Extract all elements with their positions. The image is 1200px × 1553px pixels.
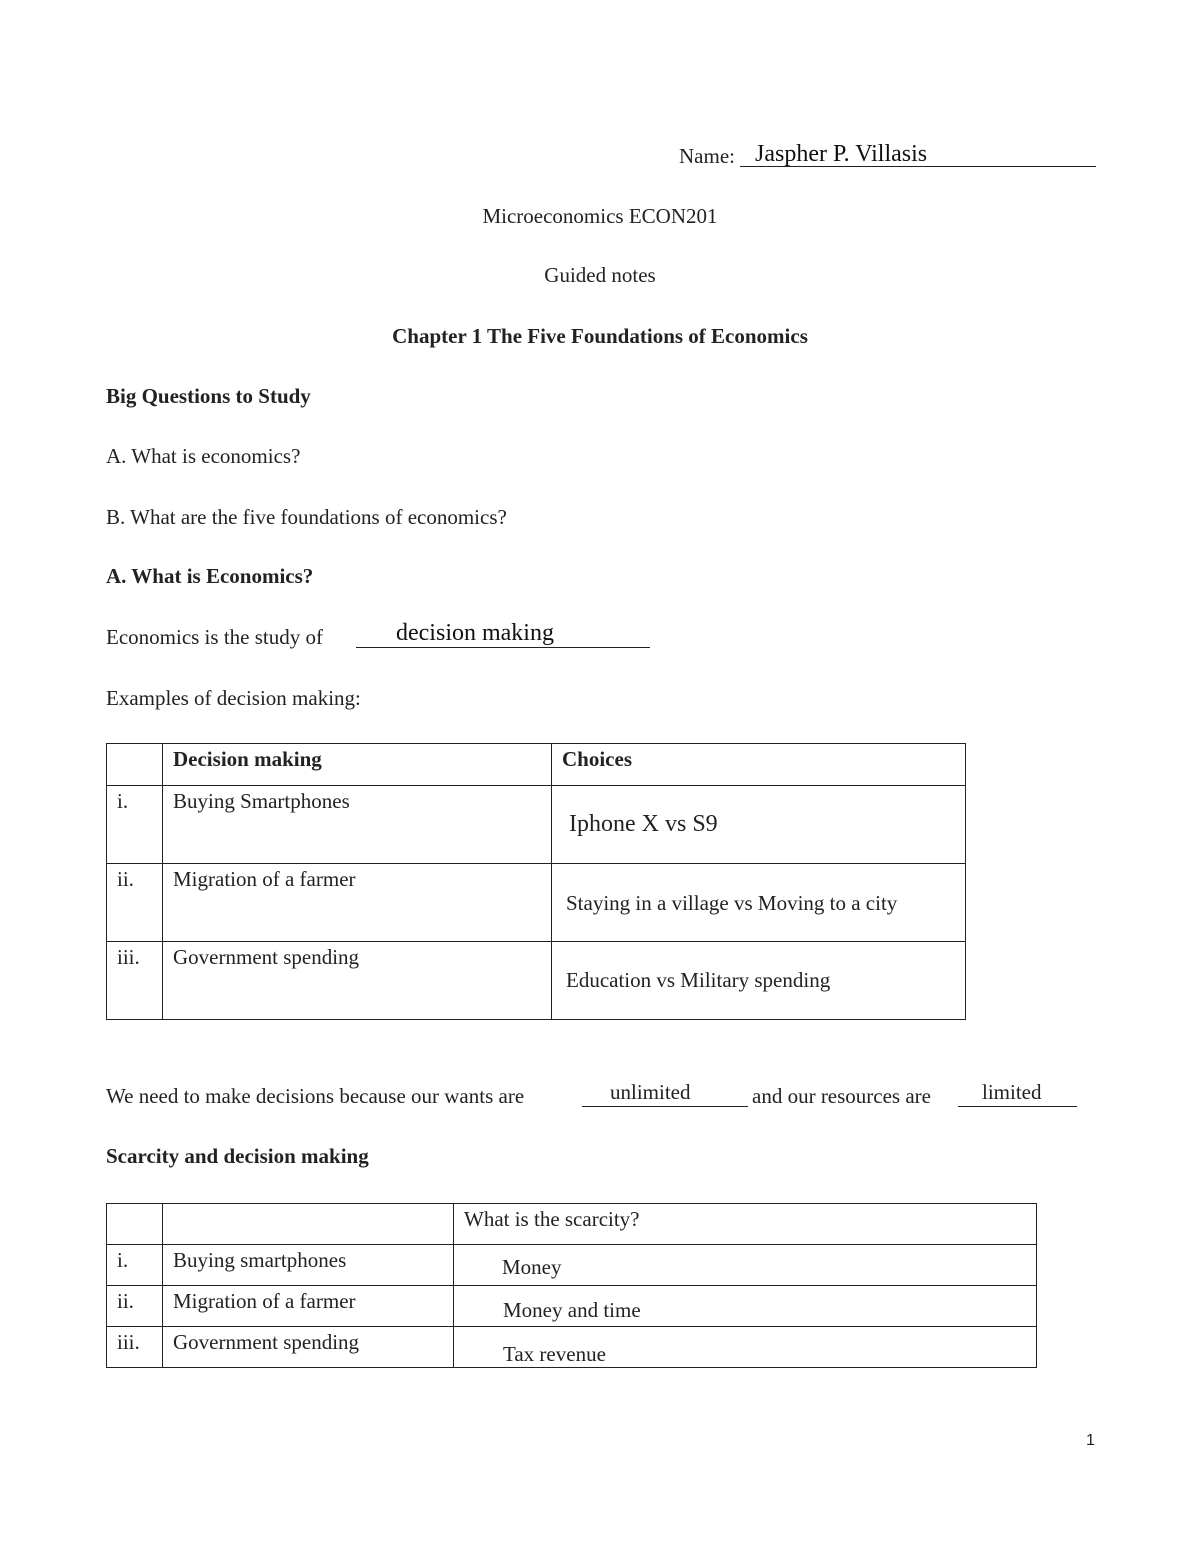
row-decision: Migration of a farmer bbox=[173, 1289, 356, 1313]
row-choice[interactable]: Staying in a village vs Moving to a city bbox=[566, 891, 898, 915]
resources-answer[interactable]: limited bbox=[982, 1080, 1042, 1104]
row-choice[interactable]: Iphone X vs S9 bbox=[569, 811, 718, 837]
decision-table bbox=[106, 743, 966, 1020]
definition-underline bbox=[356, 647, 650, 648]
chapter-title: Chapter 1 The Five Foundations of Economics bbox=[392, 324, 808, 348]
row-number: ii. bbox=[117, 867, 134, 891]
header-cell-empty bbox=[107, 744, 163, 786]
row-scarcity[interactable]: Tax revenue bbox=[503, 1342, 606, 1366]
question-a: A. What is economics? bbox=[106, 444, 301, 468]
table-row bbox=[107, 1245, 1037, 1286]
wants-sentence-part2: and our resources are bbox=[752, 1084, 931, 1108]
row-number: iii. bbox=[117, 945, 140, 969]
scarcity-table bbox=[106, 1203, 1037, 1368]
row-choice[interactable]: Education vs Military spending bbox=[566, 968, 831, 992]
row-decision: Government spending bbox=[173, 945, 360, 969]
table-row bbox=[107, 942, 966, 1020]
big-questions-heading: Big Questions to Study bbox=[106, 384, 311, 408]
guided-notes-subtitle: Guided notes bbox=[544, 263, 656, 287]
row-number: i. bbox=[117, 1248, 129, 1272]
row-scarcity[interactable]: Money bbox=[502, 1255, 562, 1279]
table-row bbox=[107, 1327, 1037, 1368]
row-number: ii. bbox=[117, 1289, 134, 1313]
row-scarcity[interactable]: Money and time bbox=[503, 1298, 641, 1322]
table-row bbox=[107, 1286, 1037, 1327]
row-number: iii. bbox=[117, 1330, 140, 1354]
scarcity-heading: Scarcity and decision making bbox=[106, 1144, 369, 1168]
header-scarcity-label: What is the scarcity? bbox=[464, 1207, 640, 1231]
section-a-heading: A. What is Economics? bbox=[106, 564, 314, 588]
definition-answer[interactable]: decision making bbox=[396, 620, 554, 646]
header-cell-choices bbox=[552, 744, 966, 786]
table-row bbox=[107, 786, 966, 864]
header-choices-label: Choices bbox=[562, 747, 632, 771]
row-number: i. bbox=[117, 789, 129, 813]
wants-underline bbox=[582, 1106, 748, 1107]
table-header-row bbox=[107, 744, 966, 786]
examples-label: Examples of decision making: bbox=[106, 686, 361, 710]
row-decision: Buying smartphones bbox=[173, 1248, 347, 1272]
name-label: Name: bbox=[679, 144, 735, 168]
row-decision: Migration of a farmer bbox=[173, 867, 356, 891]
wants-answer[interactable]: unlimited bbox=[610, 1080, 691, 1104]
table-row bbox=[107, 864, 966, 942]
header-cell-empty bbox=[163, 1204, 454, 1245]
row-decision: Government spending bbox=[173, 1330, 360, 1354]
table-header-row bbox=[107, 1204, 1037, 1245]
definition-prefix: Economics is the study of bbox=[106, 625, 323, 649]
resources-underline bbox=[958, 1106, 1077, 1107]
row-decision: Buying Smartphones bbox=[173, 789, 350, 813]
page-number: 1 bbox=[1086, 1432, 1095, 1449]
wants-sentence-part1: We need to make decisions because our wants are bbox=[106, 1084, 525, 1108]
header-cell-empty bbox=[107, 1204, 163, 1245]
name-value[interactable]: Jaspher P. Villasis bbox=[755, 141, 928, 167]
header-decision-label: Decision making bbox=[173, 747, 322, 771]
course-title: Microeconomics ECON201 bbox=[482, 204, 718, 228]
header-cell-scarcity bbox=[454, 1204, 1037, 1245]
header-cell-decision bbox=[163, 744, 552, 786]
question-b: B. What are the five foundations of economics? bbox=[106, 505, 507, 529]
